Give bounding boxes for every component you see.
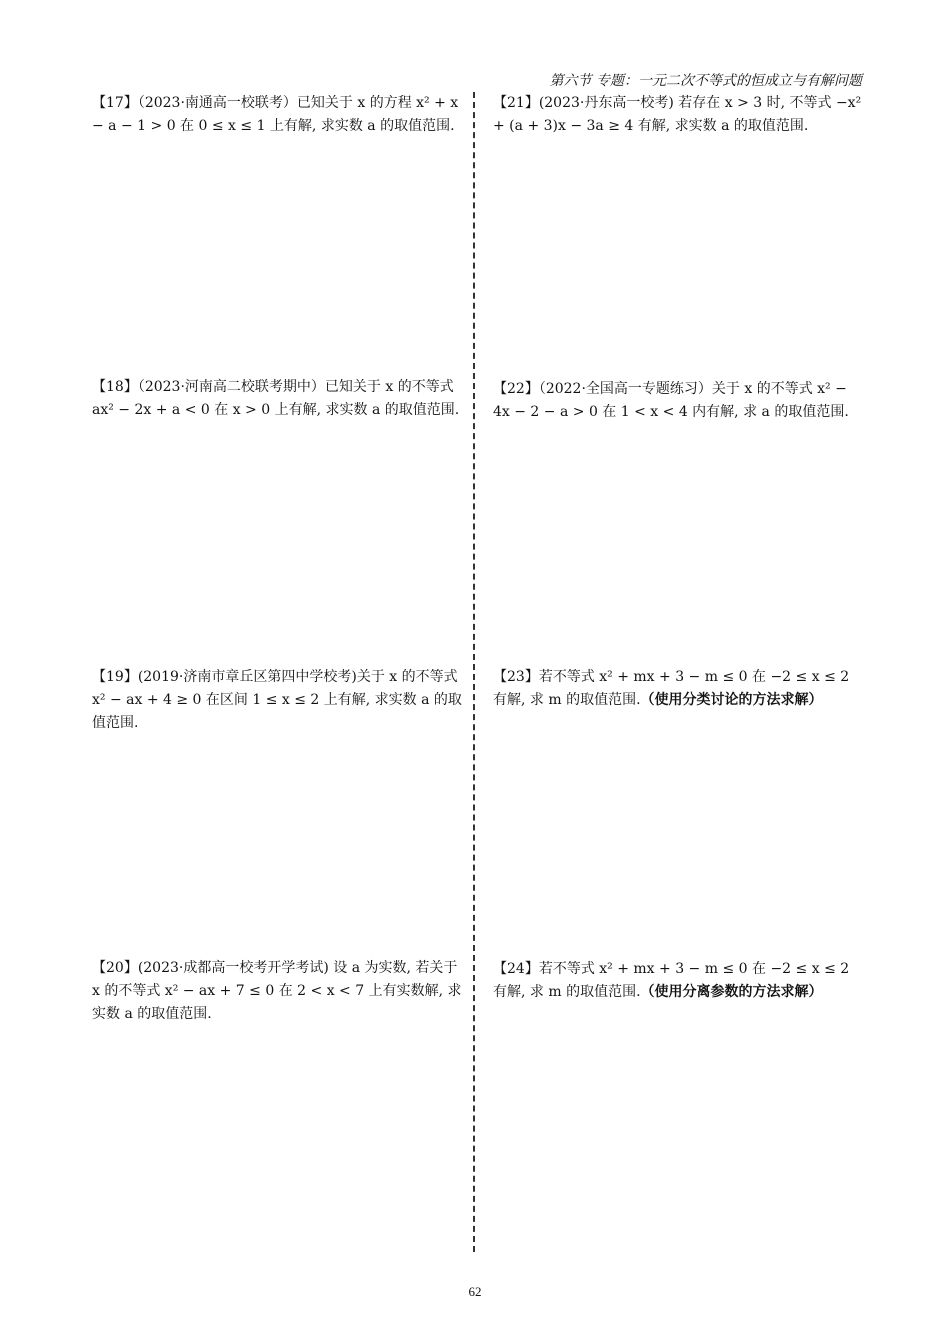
problem-19-text: 【19】(2019·济南市章丘区第四中学校考)关于 x 的不等式 x² − ax + 4 ≥ 0 在区间 1 ≤ x ≤ 2 上有解, 求实数 a 的取值范围. [92,669,462,731]
problem-23 [493,666,863,712]
problem-24 [493,958,863,1004]
problem-21-text: 【21】(2023·丹东高一校考) 若存在 x > 3 时, 不等式 −x² + (a + 3)x − 3a ≥ 4 有解, 求实数 a 的取值范围. [493,95,862,134]
problem-17 [92,92,462,138]
section-header: 第六节 专题：一元二次不等式的恒成立与有解问题 [549,73,862,89]
problem-20-text: 【20】(2023·成都高一校考开学考试) 设 a 为实数, 若关于 x 的不等式 x² − ax + 7 ≤ 0 在 2 < x < 7 上有实数解, 求实数 a 的取值范围. [92,960,462,1022]
column-divider [473,92,475,1252]
problem-20 [92,957,462,1026]
problem-24-text: 【24】若不等式 x² + mx + 3 − m ≤ 0 在 −2 ≤ x ≤ 2 有解, 求 m 的取值范围. [493,961,850,1000]
problem-19 [92,666,462,735]
problem-22 [493,378,863,424]
problem-24-method: （使用分离参数的方法求解） [640,984,823,1000]
problem-23-text: 【23】若不等式 x² + mx + 3 − m ≤ 0 在 −2 ≤ x ≤ 2 有解, 求 m 的取值范围. [493,669,850,708]
problem-18-text: 【18】（2023·河南高二校联考期中）已知关于 x 的不等式 ax² − 2x + a < 0 在 x > 0 上有解, 求实数 a 的取值范围. [92,379,460,418]
page-number: 62 [468,1284,482,1299]
problem-21 [493,92,863,138]
problem-18 [92,376,462,422]
problem-22-text: 【22】（2022·全国高一专题练习）关于 x 的不等式 x² − 4x − 2 − a > 0 在 1 < x < 4 内有解, 求 a 的取值范围. [493,381,849,420]
problem-17-text: 【17】（2023·南通高一校联考）已知关于 x 的方程 x² + x − a − 1 > 0 在 0 ≤ x ≤ 1 上有解, 求实数 a 的取值范围. [92,95,459,134]
problem-23-method: （使用分类讨论的方法求解） [640,692,823,708]
